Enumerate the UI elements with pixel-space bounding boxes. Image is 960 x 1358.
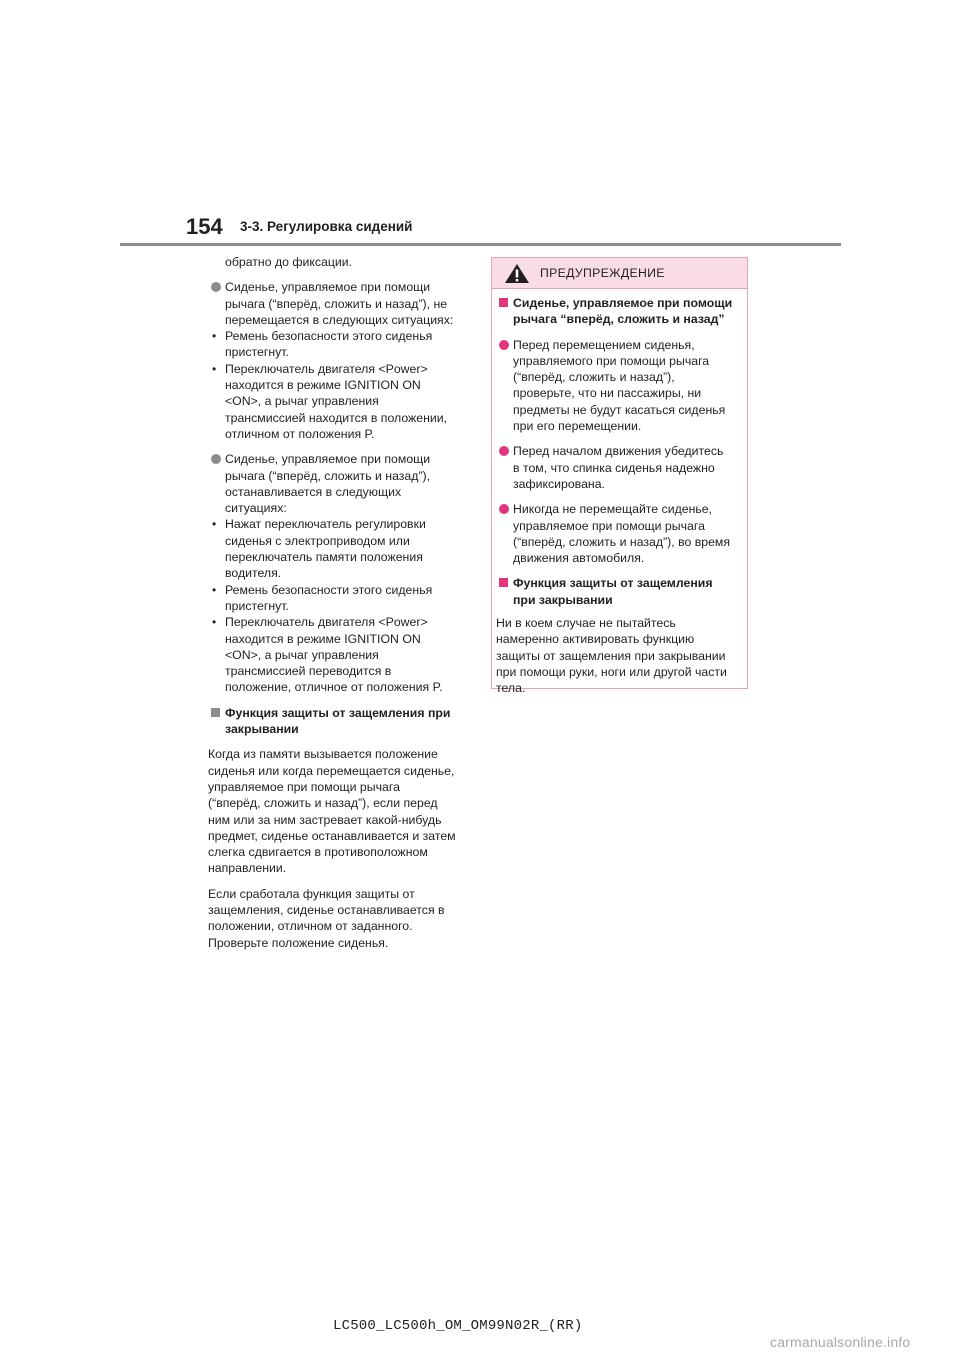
text-line: закрывании [225,722,299,737]
left-column [208,254,470,951]
text-line: находится в режиме IGNITION ON [225,378,421,393]
document-code: LC500_LC500h_OM_OM99N02R_(RR) [333,1318,583,1334]
warning-box [491,257,748,696]
text-line: рычага (“вперёд, сложить и назад”), не [225,296,448,311]
section-heading [208,705,470,738]
bullet-item-2 [208,451,470,516]
text-line: Сиденье, управляемое при помощи [513,296,733,310]
paragraph [208,746,470,876]
text-line: сиденья с электроприводом или [225,533,410,548]
text-line: сиденья или когда перемещается сиденье, [208,763,455,778]
text-line: предмет, сиденье останавливается и затем [208,828,456,843]
text-line: рычага (“вперёд, сложить и назад”), [225,468,431,483]
text-line: ним или за ним застревает какой-нибудь [208,812,442,827]
paragraph [208,886,470,951]
text-line: при его перемещении. [513,419,642,434]
dot-bullet-icon: • [212,329,217,344]
text-line: управляемое при помощи рычага [513,518,705,533]
text-line: тела. [496,681,526,696]
text-line: намеренно активировать функцию [496,632,695,647]
text-line: Когда из памяти вызывается положение [208,747,438,762]
square-bullet-icon [499,298,508,307]
circle-bullet-icon [499,504,509,514]
text-line: защиты от защемления при закрывании [496,648,726,663]
text-line: водителя. [225,566,282,581]
text-line: пристегнут. [225,345,289,360]
text-line: <ON>, а рычаг управления [225,647,379,662]
text-line: при помощи руки, ноги или другой части [496,664,727,679]
text-line: слегка сдвигается в противоположном [208,845,428,860]
circle-bullet-icon [499,446,509,456]
warning-item-3 [496,501,743,566]
dot-bullet-icon: • [212,615,217,630]
dot-bullet-icon: • [212,361,217,376]
text-line: Никогда не перемещайте сиденье, [513,502,713,517]
text-line: (“вперёд, сложить и назад”), если перед [208,796,438,811]
text-line: Нажат переключатель регулировки [225,517,426,532]
text-line: положение, отличное от положения P. [225,680,443,695]
dot-bullet-icon: • [212,517,217,532]
text-line: зафиксирована. [513,476,605,491]
text-line: при закрывании [513,592,613,607]
text-line: проверьте, что ни пассажиры, ни [513,386,702,401]
sub-item [208,614,470,695]
text-line: трансмиссией находится в положении, [225,410,448,425]
text-line: Сиденье, управляемое при помощи [225,452,431,467]
text-line: предметы не будут касаться сиденья [513,402,726,417]
text-line: Ремень безопасности этого сиденья [225,329,433,344]
text-line: Проверьте положение сиденья. [208,935,389,950]
text-line: находится в режиме IGNITION ON [225,631,421,646]
text-line: останавливается в следующих [225,484,402,499]
section-title: 3-3. Регулировка сидений [240,219,413,234]
text-line: рычага “вперёд, сложить и назад” [513,312,725,327]
sub-item [208,582,470,615]
page-number: 154 [186,214,223,239]
text-line: Переключатель двигателя <Power> [225,615,428,630]
warning-triangle-icon [504,263,530,284]
warning-item-2 [496,443,743,492]
warning-heading [496,575,743,608]
text-line: в том, что спинка сиденья надежно [513,460,715,475]
bullet-item-1 [208,279,470,328]
sub-item [208,361,470,442]
text-line: (“вперёд, сложить и назад”), [513,370,675,385]
warning-header [492,258,747,289]
circle-bullet-icon [499,340,509,350]
text-line: Ремень безопасности этого сиденья [225,582,433,597]
text-line: Сиденье, управляемое при помощи [225,280,431,295]
text-line: направлении. [208,861,287,876]
sub-item [208,328,470,361]
warning-paragraph [496,615,743,696]
text-line: <ON>, а рычаг управления [225,394,379,409]
text-line: трансмиссией переводится в [225,664,392,679]
text-line: Ни в коем случае не пытайтесь [496,616,676,631]
continued-line: обратно до фиксации. [225,255,353,269]
header-rule [120,243,841,246]
text-line: защемления, сиденье останавливается в [208,902,445,917]
text-line: переключатель памяти положения [225,550,423,565]
text-line: Если сработала функция защиты от [208,886,415,901]
square-bullet-icon [211,708,220,717]
text-line: отличном от положения P. [225,426,375,441]
text-line: Перед началом движения убедитесь [513,444,724,459]
text-line: Перед перемещением сиденья, [513,337,695,352]
text-line: (“вперёд, сложить и назад”), во время [513,534,731,549]
dot-bullet-icon: • [212,582,217,597]
warning-body [492,289,747,697]
warning-item-1 [496,337,743,435]
text-line: управляемое при помощи рычага [208,779,400,794]
square-bullet-icon [499,578,508,587]
sub-item [208,516,470,581]
text-line: движения автомобиля. [513,551,645,566]
text-line: пристегнут. [225,598,289,613]
circle-bullet-icon [211,454,221,464]
text-line: управляемого при помощи рычага [513,353,710,368]
warning-heading [496,295,743,328]
text-line: Функция защиты от защемления [513,576,713,591]
text-line: Переключатель двигателя <Power> [225,361,428,376]
circle-bullet-icon [211,282,221,292]
warning-title: ПРЕДУПРЕЖДЕНИЕ [540,266,665,280]
text-line: перемещается в следующих ситуациях: [225,312,454,327]
watermark: carmanualsonline.info [770,1334,911,1350]
text-line: Функция защиты от защемления при [225,705,451,720]
text-line: положении, отличном от заданного. [208,919,413,934]
text-line: ситуациях: [225,501,287,516]
